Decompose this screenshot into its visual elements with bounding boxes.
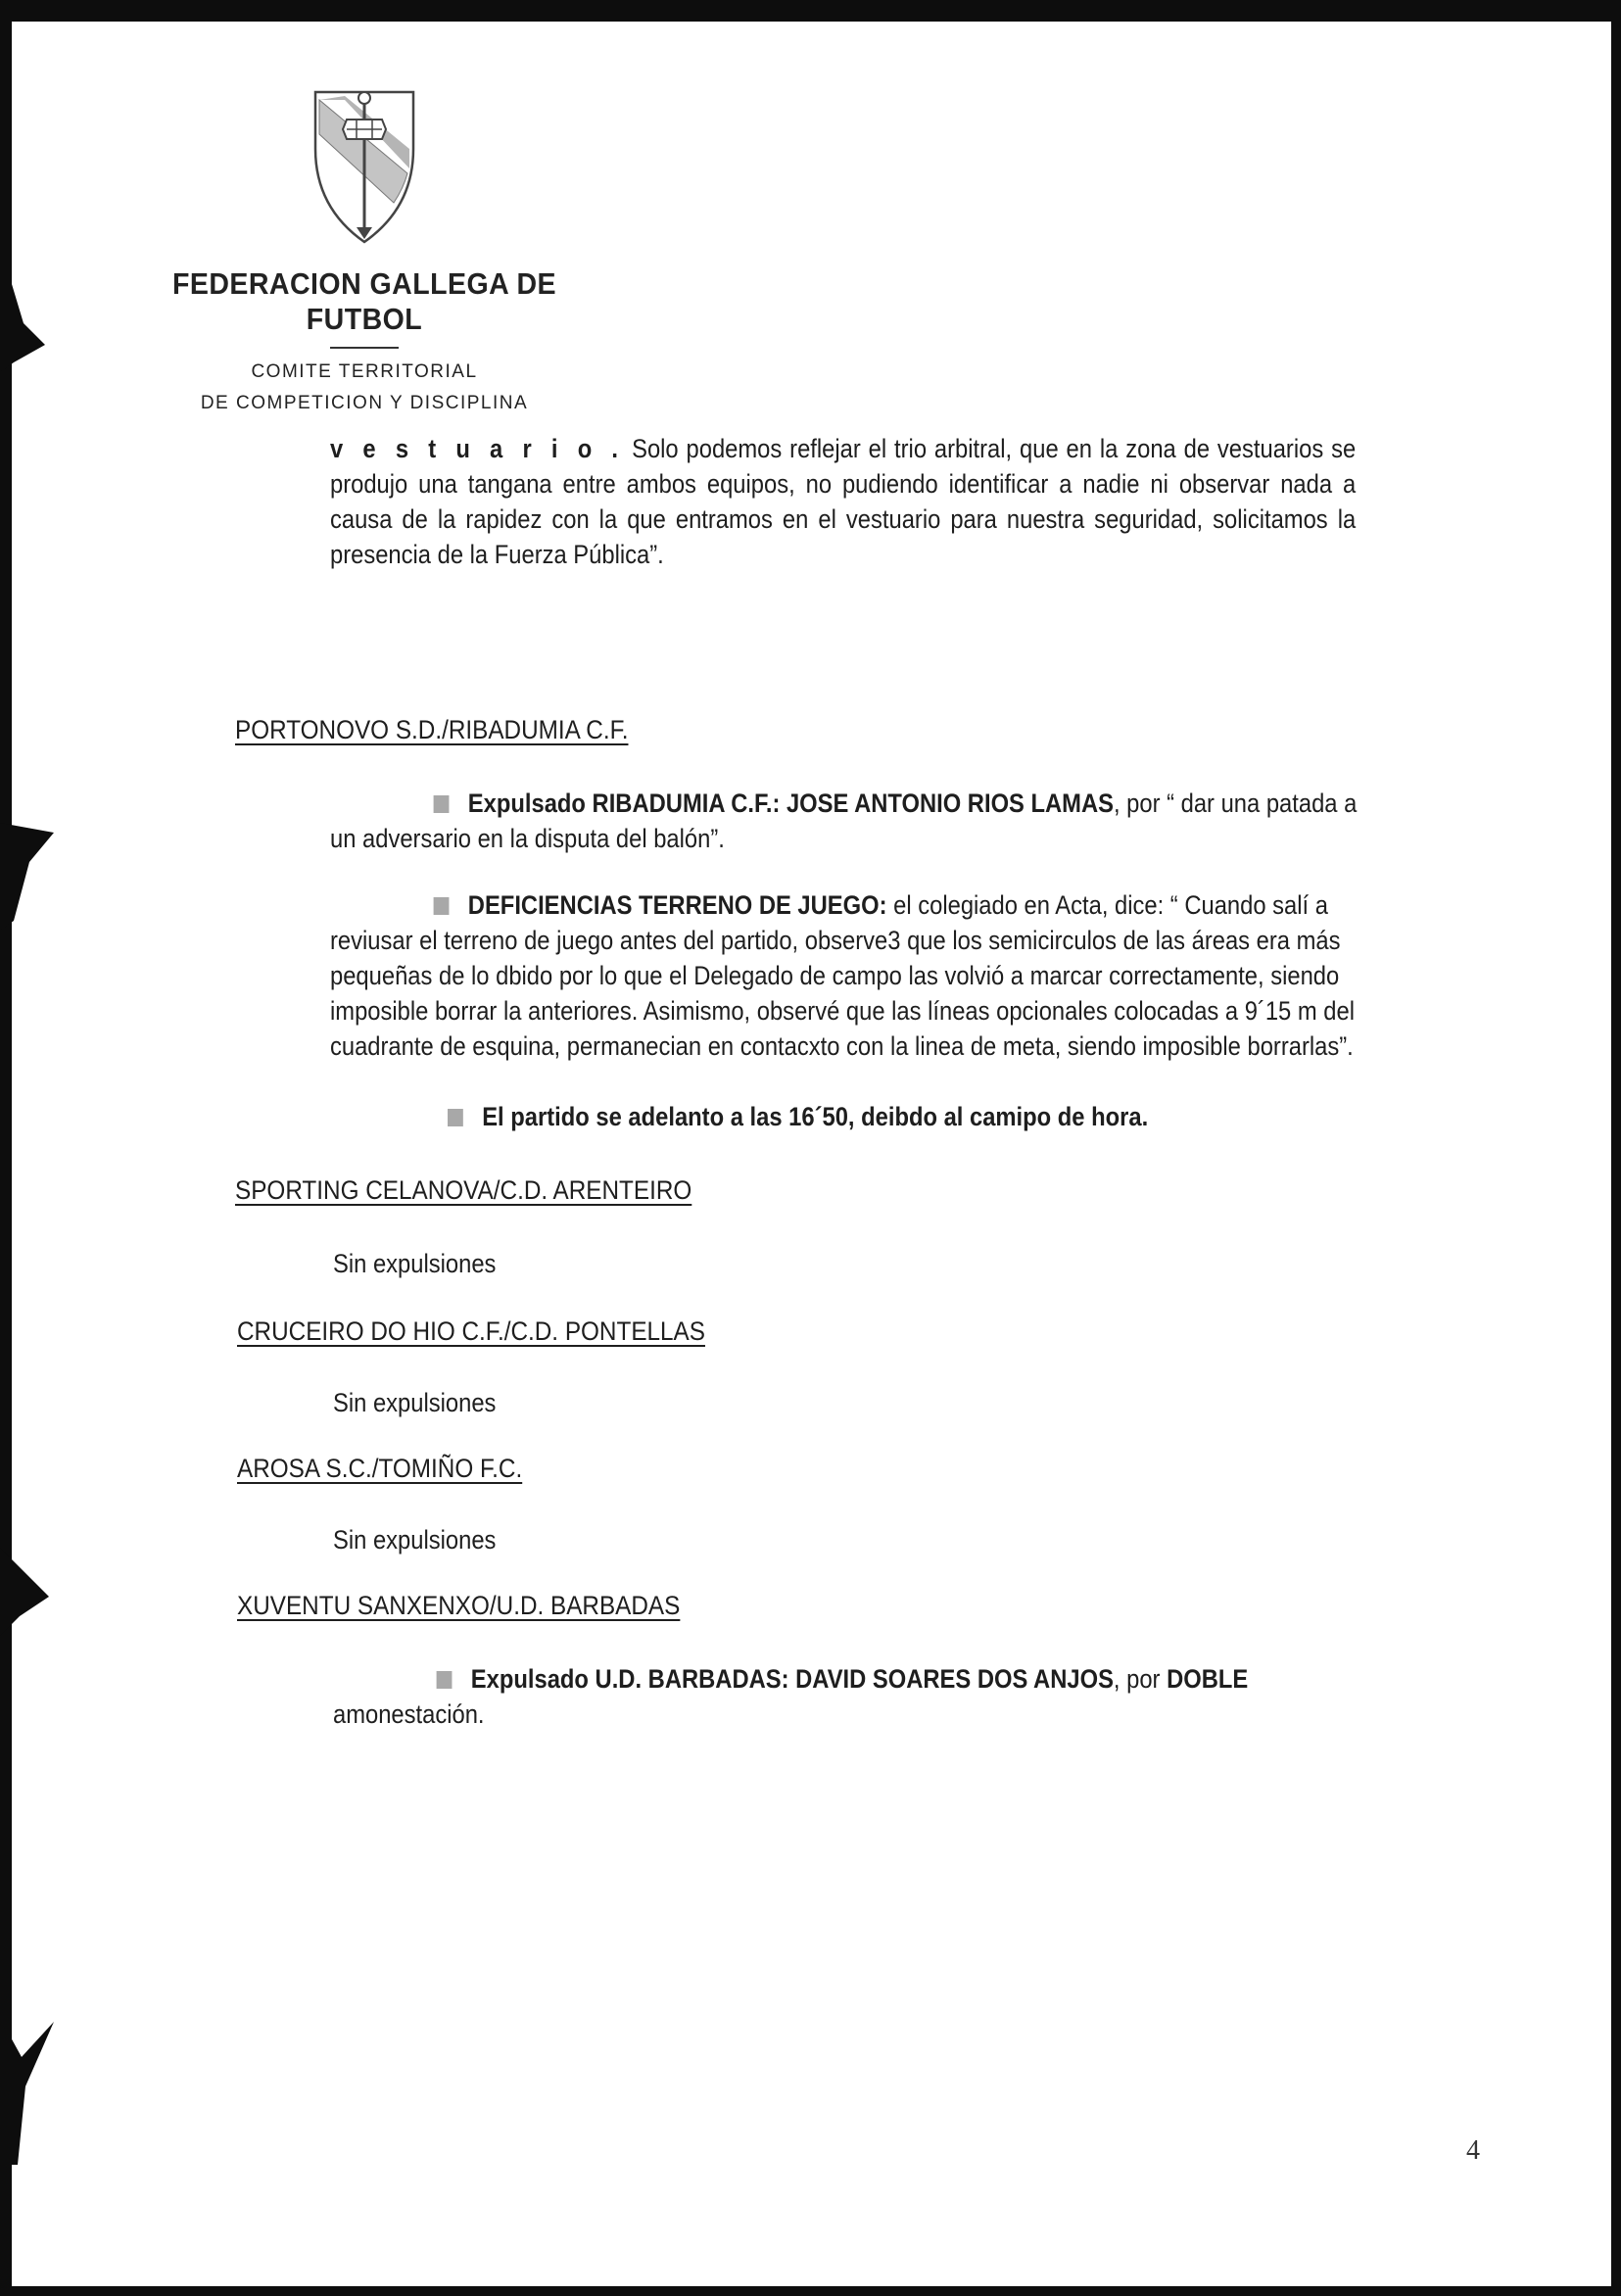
section-text-cruceiro: Sin expulsiones — [333, 1388, 497, 1417]
scan-edge-mark-icon — [0, 823, 59, 931]
item-bold: El partido se adelanto a las 16´50, deibdo al camipo de hora. — [482, 1102, 1149, 1131]
bullet-square-icon — [437, 1671, 453, 1689]
org-subtitle-line2: DE COMPETICION Y DISCIPLINA — [200, 393, 529, 413]
section-text-arosa: Sin expulsiones — [333, 1525, 497, 1555]
item-bold: DEFICIENCIAS TERRENO DE JUEGO: — [467, 890, 887, 920]
item-bold: Expulsado U.D. BARBADAS: DAVID SOARES DOS ANJOS — [470, 1664, 1114, 1694]
section-title-sporting: SPORTING CELANOVA/C.D. ARENTEIRO — [235, 1175, 692, 1205]
bullet-square-icon — [448, 1109, 463, 1126]
section-title-cruceiro: CRUCEIRO DO HIO C.F./C.D. PONTELLAS — [237, 1316, 705, 1346]
item-bold-2: DOBLE — [1167, 1664, 1249, 1694]
section-title-portonovo: PORTONOVO S.D./RIBADUMIA C.F. — [235, 715, 629, 744]
document-page — [12, 22, 1611, 2286]
bullet-square-icon — [434, 795, 450, 813]
intro-text: Solo podemos reflejar el trio arbitral, que en la zona de vestuarios se produjo una tangana entre ambos equipos, no pudiendo identificar a nadie ni observar nada a causa de la rapidez con la que entramos en el vestuario para nuestra seguridad, solicitamos la presencia de la Fuerza Pública”. — [330, 434, 1357, 569]
item-expulsion-ribadumia — [330, 786, 1360, 856]
bullet-square-icon — [434, 897, 450, 915]
item-deficiencias — [330, 887, 1360, 1064]
page-number: 4 — [1466, 2135, 1480, 2166]
scan-edge-mark-icon — [0, 2018, 59, 2165]
org-name: FEDERACION GALLEGA DE FUTBOL — [171, 266, 557, 336]
item-bold: Expulsado RIBADUMIA C.F.: JOSE ANTONIO RIOS LAMAS — [467, 789, 1114, 818]
federation-crest-icon — [306, 80, 423, 247]
item-text: , por “ dar una patada a un adversario en la disputa del balón”. — [330, 789, 1358, 853]
letterhead — [110, 80, 619, 419]
section-title-xuventu: XUVENTU SANXENXO/U.D. BARBADAS — [237, 1591, 681, 1620]
intro-paragraph — [330, 431, 1356, 572]
scan-edge-mark-icon — [0, 1548, 54, 1636]
section-text-sporting: Sin expulsiones — [333, 1249, 497, 1278]
item-partido-adelanto — [448, 1099, 1396, 1134]
item-text-2: amonestación. — [333, 1699, 485, 1729]
org-divider — [330, 347, 399, 349]
item-text: el colegiado en Acta, dice: “ Cuando salí a reviusar el terreno de juego antes del partido, observe3 que los semicirculos de las áreas era más pequeñas de lo dbido por lo que el Delegado de campo las volvió a marcar correctamente, siendo imposible borrar la anteriores. Asimismo, observé que las líneas opcionales colocadas a 9´15 m del cuadrante de esquina, permanecian en contacxto con la linea de meta, siendo imposible borrarlas”. — [330, 890, 1355, 1061]
intro-lead-word: v e s t u a r i o . — [330, 434, 625, 463]
org-subtitle-line1: COMITE TERRITORIAL — [251, 361, 478, 382]
item-expulsion-barbadas — [333, 1661, 1363, 1732]
scan-edge-mark-icon — [0, 264, 49, 372]
section-title-arosa: AROSA S.C./TOMIÑO F.C. — [237, 1454, 523, 1483]
item-text: , por — [1113, 1664, 1168, 1694]
